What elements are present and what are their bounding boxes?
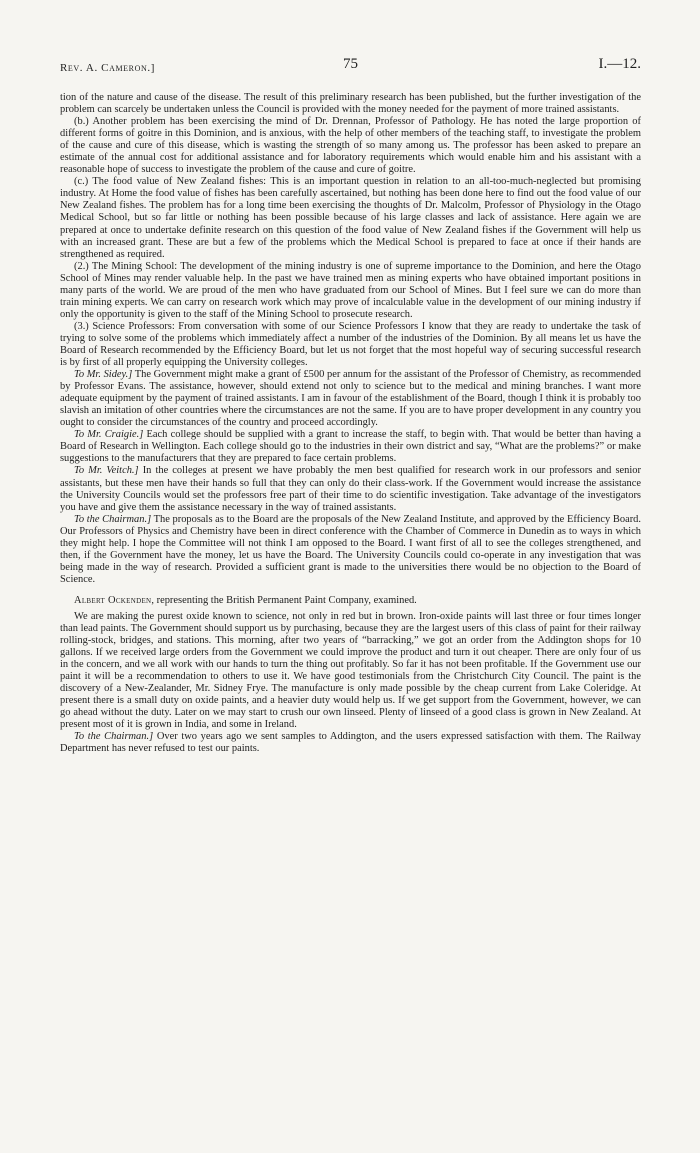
body-text xyxy=(60,92,641,756)
paragraph: (c.) The food value of New Zealand fishes: This is an important question in relation to an all-too-much-neglected but promising industry. At Home the food value of fishes has been carefully ascertained, but nothing has been done here to find out the food value of our New Zealand fishes. The problem has for a long time been exercising the thoughts of Dr. Malcolm, Professor of Physiology in the Otago Medical School, but so far little or nothing has been possible because of his large classes and lack of assistance. Here again we are prepared at once to undertake definite research on this question of the food value of New Zealand fishes if the Government will help us with an increased grant. These are but a few of the problems which the Medical School is prepared to face at once if their hands are strengthened as required. xyxy=(60,176,641,260)
document-page xyxy=(60,56,641,756)
page-number: 75 xyxy=(343,56,358,72)
paragraph: To the Chairman.] The proposals as to the Board are the proposals of the New Zealand Institute, and approved by the Efficiency Board. Our Professors of Physics and Chemistry have been in direct conference with the Chamber of Commerce in Dunedin as to ways in which they might help. I hope the Committee will not think I am opposed to the Board. I want first of all to see the colleges strengthened, and then, if the Government have the money, let us have the Board. The University Councils could co-operate in any investigation that was being made in the way of research. Provided a sufficient grant is made to the universities there would be no objection to the Board of Science. xyxy=(60,513,642,585)
speaker-label: To the Chairman.] xyxy=(74,513,152,525)
paragraph: To the Chairman.] Over two years ago we sent samples to Addington, and the users expressed satisfaction with them. The Railway Department has never refused to test our paints. xyxy=(60,731,641,755)
paragraph: To Mr. Veitch.] In the colleges at present we have probably the men best qualified for research work in our professors and senior assistants, but these men have their hands so full that they can only do their class-work. If the Government would increase the assistance the University Councils would set the professors free part of their time to do scientific investigation. Take advantage of the investigators you have and give them the assistance necessary in the way of trained assistants. xyxy=(60,465,641,513)
witness-heading: Albert Ockenden, representing the British Permanent Paint Company, examined. xyxy=(74,594,417,606)
witness-name: Albert Ockenden xyxy=(74,594,152,606)
paragraph: (2.) The Mining School: The development of the mining industry is one of supreme importance to the Dominion, and here the Otago School of Mines may render valuable help. In the past we have trained men as mining experts who have obtained important positions in many parts of the world. We are proud of the men who have graduated from our School of Mines. But I feel sure we can do more than train mining experts. We can carry on research work which may prove of incalculable value in the development of our mining industry if only the opportunity is given to the staff of the Mining School to prosecute research. xyxy=(60,260,641,320)
paragraph: To Mr. Craigie.] Each college should be supplied with a grant to increase the staff, to begin with. That would be better than having a Board of Research in Wellington. Each college should go to the industries in their own district and say, “What are the problems?” or make suggestions to the manufacturers that they are prepared to face certain problems. xyxy=(60,429,642,465)
speaker-label: To the Chairman.] xyxy=(74,731,154,743)
paragraph: (b.) Another problem has been exercising the mind of Dr. Drennan, Professor of Pathology. He has noted the large proportion of different forms of goitre in this Dominion, and is anxious, with the help of other members of the teaching staff, to investigate the problem of the cause and cure of this disease, which is wasting the strength of so many among us. The professor has been asked to prepare an estimate of the annual cost for additional assistance and for laboratory requirements which would enable him and his assistant with a reasonable hope of success to investigate the problem of the cause and cure of goitre. xyxy=(60,116,641,176)
paragraph: We are making the purest oxide known to science, not only in red but in brown. Iron-oxide paints will last three or four times longer than lead paints. The Government should support us by purchasing, because they are the largest users of this class of paint for their railway rolling-stock, bridges, and stations. This morning, after two years of “barracking,” we got an order from the Addington shops for 10 gallons. If we received large orders from the Government we could improve the product and turn it out cheaper. There are only four of us in the concern, and we all work with our hands to turn the thing out profitably. So far it has not been profitable. If the Government use our paint it will be a recommendation to others to use it. We have good testimonials from the Christchurch City Council. The paint is the discovery of a New-Zealander, Mr. Sidney Frye. The manufacture is only made possible by the cheap current from Lake Coleridge. At present there is a small duty on oxide paints, and a heavier duty would help us. If we get support from the Government, however, we can go ahead without the duty. Later on we may start to crush our own linseed. Plenty of linseed of a good class is grown in New Zealand. At present most of it is grown in India, and some in Ireland. xyxy=(60,610,641,731)
speaker-label: To Mr. Veitch.] xyxy=(74,465,139,477)
speaker-label: To Mr. Craigie.] xyxy=(74,429,144,441)
paragraph: tion of the nature and cause of the disease. The result of this preliminary research has been published, but the further investigation of the problem can scarcely be undertaken unless the Council is provided with the money needed for the payment of more trained assistants. xyxy=(60,92,641,116)
running-head: Rev. A. Cameron.] xyxy=(60,62,155,74)
page-header xyxy=(60,56,641,78)
speaker-label: To Mr. Sidey.] xyxy=(74,369,133,381)
document-code: I.—12. xyxy=(598,56,641,72)
paragraph: To Mr. Sidey.] The Government might make a grant of £500 per annum for the assistant of the Professor of Chemistry, as recommended by Professor Evans. The assistance, however, should extend not only to science but to the medical and mining branches. I want more adequate equipment by the payment of trained assistants. I am in favour of the establishment of the Board, though I think it is probably too slavish an imitation of other countries where the circumstances are not the same. If you are to have proper development in any country you ought to consider the circumstances of the country and proceed accordingly. xyxy=(60,369,641,429)
paragraph: (3.) Science Professors: From conversation with some of our Science Professors I know that they are ready to undertake the task of trying to solve some of the problems which immediately affect a number of the industries of the Dominion. By all means let us have the Board of Research recommended by the Efficiency Board, but let us not forget that the most hopeful way of securing successful research is by first of all properly equipping the University colleges. xyxy=(60,320,641,369)
